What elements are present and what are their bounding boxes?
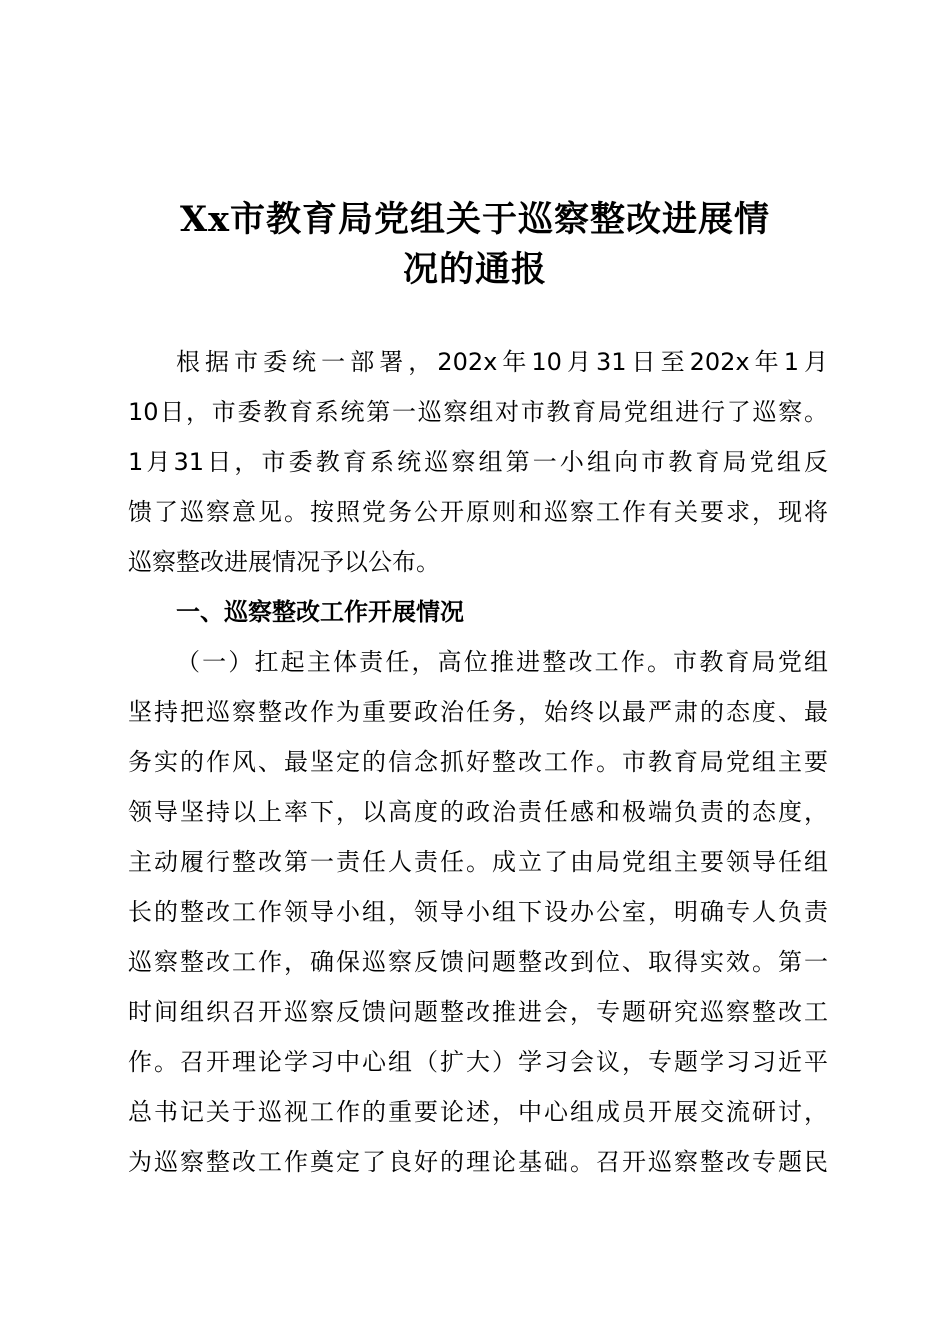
paragraph-1-line: 1月31日，市委教育系统巡察组第一小组向市教育局党组反 (128, 448, 828, 476)
paragraph-2-line: 为巡察整改工作奠定了良好的理论基础。召开巡察整改专题民 (128, 1148, 828, 1176)
paragraph-1-line: 根据市委统一部署，202x年10月31日至202x年1月 (176, 348, 828, 376)
paragraph-2-line: 坚持把巡察整改作为重要政治任务，始终以最严肃的态度、最 (128, 698, 828, 726)
paragraph-2-line: 长的整改工作领导小组，领导小组下设办公室，明确专人负责 (128, 898, 828, 926)
paragraph-2-line: 总书记关于巡视工作的重要论述，中心组成员开展交流研讨， (128, 1098, 828, 1126)
paragraph-2-line: （一）扛起主体责任，高位推进整改工作。市教育局党组 (176, 648, 828, 676)
paragraph-1-line: 馈了巡察意见。按照党务公开原则和巡察工作有关要求，现将 (128, 498, 828, 526)
paragraph-2-line: 作。召开理论学习中心组（扩大）学习会议，专题学习习近平 (128, 1048, 828, 1076)
section-1-heading: 一、巡察整改工作开展情况 (176, 598, 464, 626)
paragraph-2-line: 主动履行整改第一责任人责任。成立了由局党组主要领导任组 (128, 848, 828, 876)
paragraph-2-line: 巡察整改工作，确保巡察反馈问题整改到位、取得实效。第一 (128, 948, 828, 976)
paragraph-1-line: 巡察整改进展情况予以公布。 (128, 548, 440, 576)
document-title-line-1: Xx市教育局党组关于巡察整改进展情 (179, 199, 771, 240)
document-title-line-2: 况的通报 (402, 249, 547, 290)
paragraph-2-line: 领导坚持以上率下，以高度的政治责任感和极端负责的态度， (128, 798, 828, 826)
paragraph-2-line: 务实的作风、最坚定的信念抓好整改工作。市教育局党组主要 (128, 748, 828, 776)
paragraph-1-line: 10日，市委教育系统第一巡察组对市教育局党组进行了巡察。 (128, 398, 828, 426)
paragraph-2-line: 时间组织召开巡察反馈问题整改推进会，专题研究巡察整改工 (128, 998, 828, 1026)
